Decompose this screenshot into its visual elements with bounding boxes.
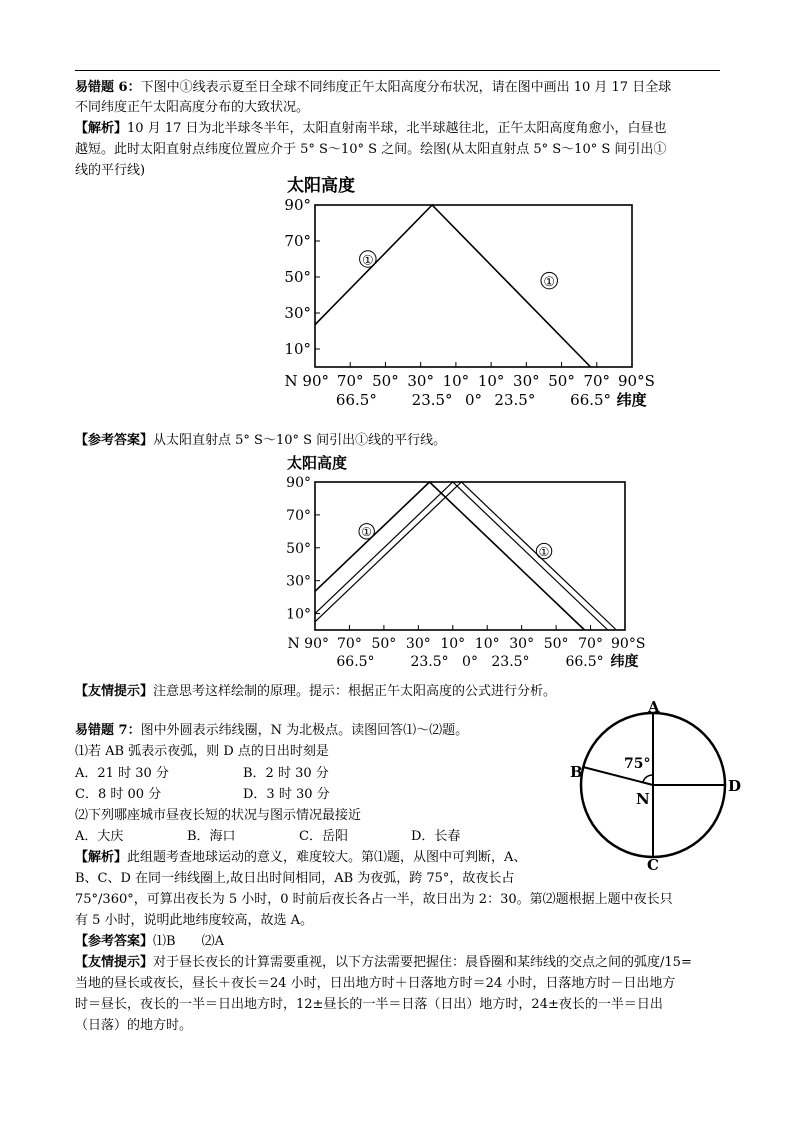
q7-option-d: D．3 时 30 分 [243,787,330,802]
y-tick-label: 10° [284,340,311,358]
x-tick-label: 90°S [618,372,655,390]
q7-option-c: C．8 时 00 分 [75,787,162,802]
angle-arc [643,775,653,782]
y-tick-label: 70° [286,507,311,524]
top-rule [75,70,720,71]
x-tick-label-secondary: 23.5° [410,654,449,670]
y-tick-label: 50° [286,540,311,557]
label-d: D [728,777,742,795]
x-tick-label-secondary: 66.5° [570,391,612,409]
x-tick-label-secondary: 0° [462,654,478,670]
x-axis-label: 纬度 [616,391,647,409]
q6-tip: 【友情提示】注意思考这样绘制的原理。提示：根据正午太阳高度的公式进行分析。 [75,684,557,699]
q7-tip-2: 当地的昼长或夜长，昼长＋夜长＝24 小时，日出地方时＋日落地方时＝24 小时，日落地方时－日出地方 [75,976,676,991]
angle-label: 75° [624,756,651,772]
y-tick-label: 10° [286,606,311,623]
y-tick-label: 90° [286,475,311,491]
x-tick-label: 50° [548,372,575,390]
x-tick-label: 50° [372,372,399,390]
x-tick-label: 70° [583,372,611,390]
y-tick-label: 50° [284,268,311,286]
x-tick-label: 30° [513,372,540,390]
plot-frame [315,482,625,630]
q7-analysis-2: B、C、D 在同一纬线圈上,故日出时间相同，AB 为夜弧，跨 75°，故夜长占 [75,871,515,886]
q7-q2-option-d: D．长春 [411,829,461,844]
x-tick-label: N 90° [284,372,329,390]
label-b: B [570,763,583,781]
sun-altitude-chart-2 [270,452,690,674]
q7-answer: 【参考答案】⑴B ⑵A [75,934,224,949]
chart-title: 太阳高度 [287,176,355,196]
q6-line-1: 易错题 6：下图中①线表示夏至日全球不同纬度正午太阳高度分布状况，请在图中画出 10 月 17 日全球 [75,80,672,95]
x-tick-label: 90°S [611,636,646,652]
q7-option-b: B．2 时 30 分 [243,766,329,781]
series-line [315,482,608,630]
series-label: ① [543,274,556,290]
x-tick-label-secondary: 66.5° [336,654,375,670]
y-tick-label: 30° [284,304,311,322]
x-tick-label: 70° [336,372,364,390]
x-tick-label-secondary: 0° [464,391,483,409]
x-tick-label: 10° [442,372,470,390]
q6-analysis-2: 越短。此时太阳直射点纬度位置应介于 5° S～10° S 之间。绘图(从太阳直射点 5° S～10° S 间引出① [75,142,667,157]
q7-option-a: A．21 时 30 分 [75,766,169,781]
q7-q1: ⑴若 AB 弧表示夜弧，则 D 点的日出时刻是 [75,744,329,759]
label-c: C [647,856,659,874]
series-label: ① [362,253,374,269]
chart-title: 太阳高度 [287,454,348,472]
x-tick-label: 10° [477,372,505,390]
x-tick-label: 50° [371,636,397,652]
x-tick-label-secondary: 23.5° [491,654,530,670]
x-tick-label: 30° [407,372,434,390]
x-tick-label: 10° [474,636,500,652]
x-tick-label: 50° [543,636,569,652]
latitude-circle-diagram [570,700,770,880]
x-tick-label: 70° [337,636,362,652]
q7-tip-4: （日落）的地方时。 [75,1018,193,1033]
q7-analysis-1: 【解析】此组题考查地球运动的意义，难度较大。第⑴题，从图中可判断，A、 [75,850,527,865]
label-n: N [636,790,650,808]
y-tick-label: 90° [284,196,311,214]
x-tick-label-secondary: 23.5° [494,391,536,409]
x-tick-label-secondary: 23.5° [411,391,453,409]
y-tick-label: 30° [286,573,311,590]
x-tick-label-secondary: 66.5° [335,391,377,409]
q7-analysis-3: 75°/360°，可算出夜长为 5 小时，0 时前后夜长各占一半，故日出为 2：30。第⑵题根据上题中夜长只 [75,892,673,907]
sun-altitude-chart-1 [270,170,690,420]
series-line [315,482,616,630]
q7-q2-option-b: B．海口 [187,829,236,844]
q7-q2: ⑵下列哪座城市昼夜长短的状况与图示情况最接近 [75,808,362,823]
series-label: ① [361,525,373,540]
x-tick-label: 30° [509,636,535,652]
q6-line-2: 不同纬度正午太阳高度分布的大致状况。 [75,100,310,115]
x-tick-label: N 90° [287,636,329,652]
x-tick-label: 70° [578,636,603,652]
q6-label: 易错题 6： [75,80,141,95]
q7-q2-option-c: C．岳阳 [299,829,348,844]
label-a: A [648,698,660,716]
q6-analysis-3: 线的平行线) [75,163,146,178]
q7-q2-option-a: A．大庆 [75,829,124,844]
x-tick-label-secondary: 66.5° [565,654,604,670]
x-axis-label: 纬度 [610,654,639,670]
q7-tip-1: 【友情提示】对于昼长夜长的计算需要重视，以下方法需要把握住：晨昏圈和某纬线的交点之间的弧度/15= [75,955,692,970]
x-tick-label: 10° [440,636,466,652]
q7-tip-3: 时＝昼长，夜长的一半＝日出地方时，12±昼长的一半＝日落（日出）地方时，24±夜长的一半＝日出 [75,997,663,1012]
y-tick-label: 70° [284,232,311,250]
q6-answer: 【参考答案】从太阳直射点 5° S～10° S 间引出①线的平行线。 [75,433,447,448]
q7-analysis-4: 有 5 小时，说明此地纬度较高，故选 A。 [75,913,314,928]
plot-frame [315,205,632,367]
series-label: ① [538,544,550,559]
q7-intro: 易错题 7：图中外圆表示纬线圈，N 为北极点。读图回答⑴～⑵题。 [75,723,469,738]
q6-analysis-1: 【解析】10 月 17 日为北半球冬半年，太阳直射南半球，北半球越往北，正午太阳高度角愈小，白昼也 [75,121,667,136]
x-tick-label: 30° [405,636,431,652]
